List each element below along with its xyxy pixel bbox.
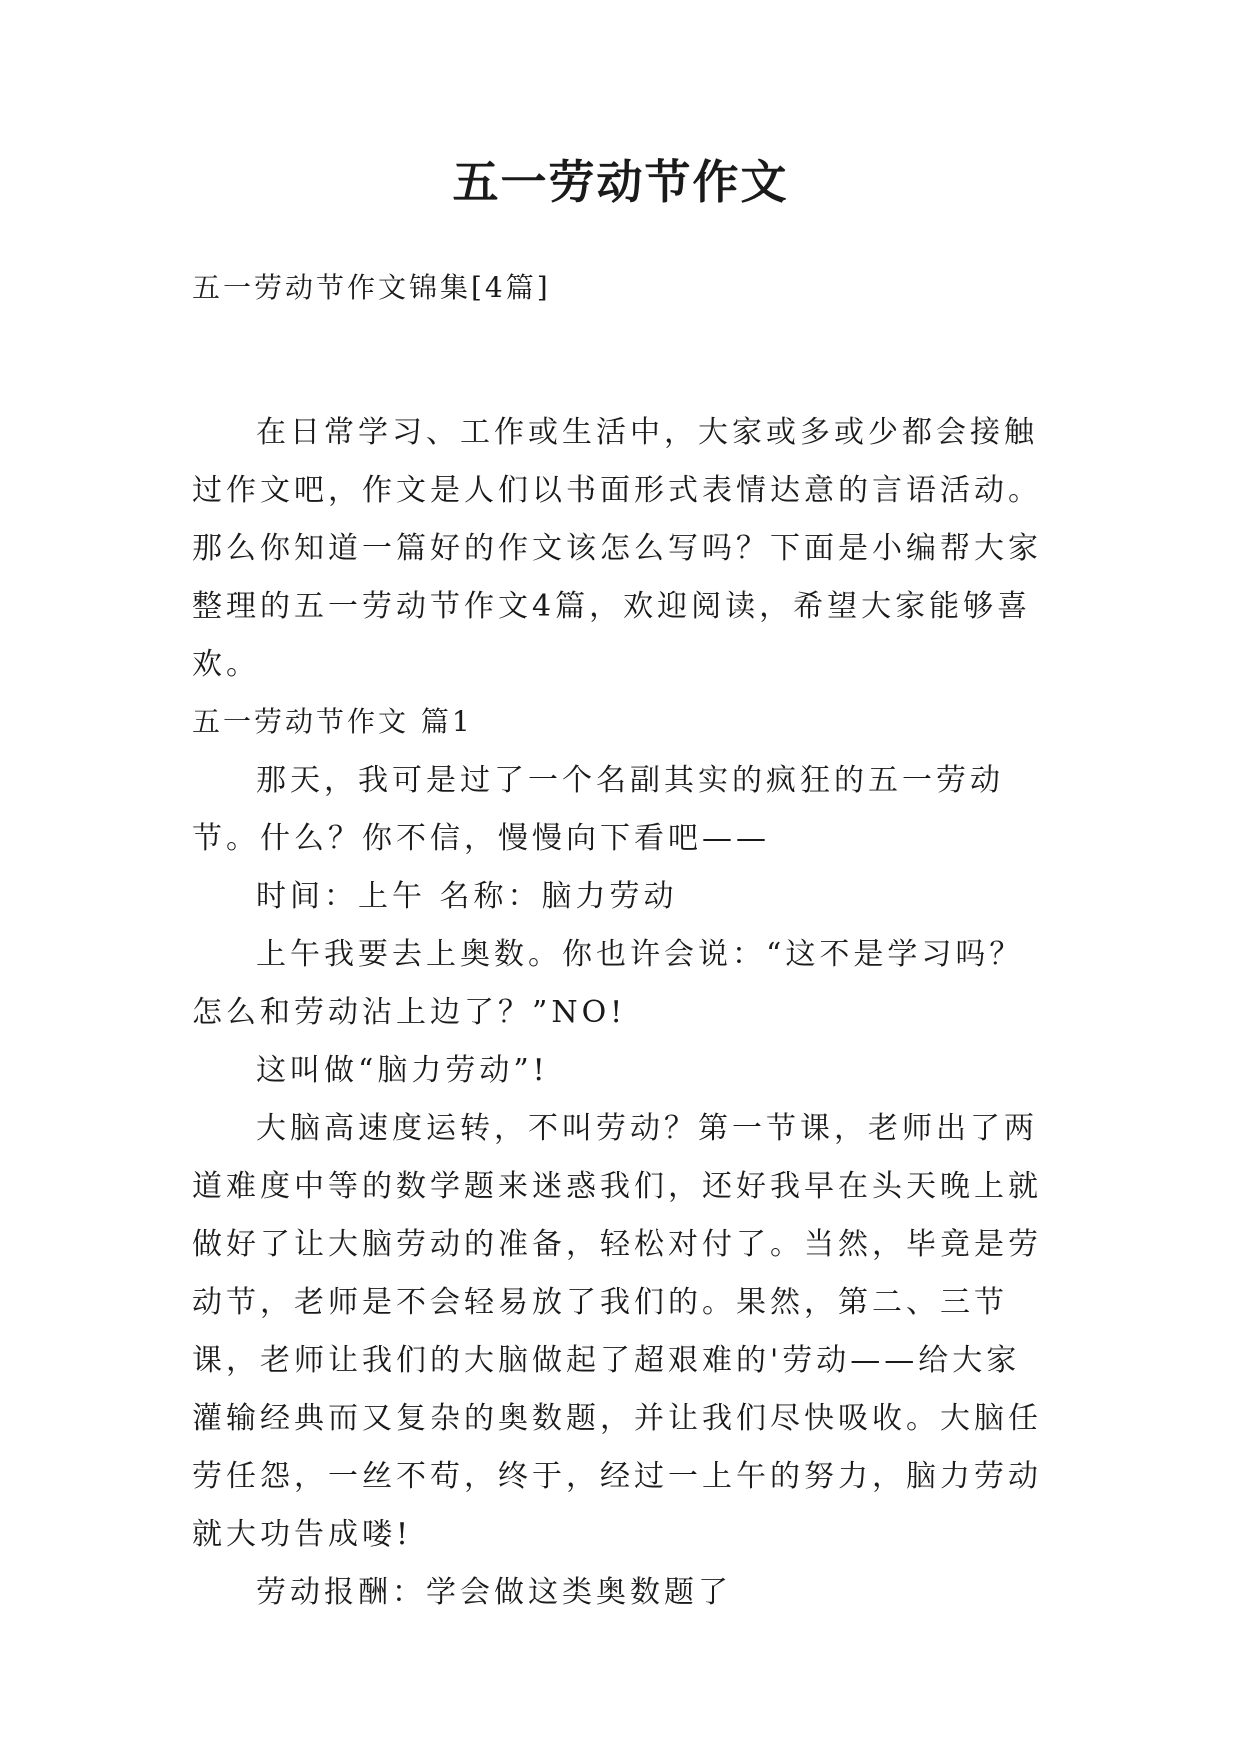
essay-body [192, 752, 1052, 1622]
intro-block [192, 404, 1052, 694]
essay-paragraph: 上午我要去上奥数。你也许会说：“这不是学习吗？怎么和劳动沾上边了？”NO! [192, 937, 1024, 1030]
essay-paragraph: 大脑高速度运转，不叫劳动？第一节课，老师出了两道难度中等的数学题来迷惑我们，还好我早在头天晚上就做好了让大脑劳动的准备，轻松对付了。当然，毕竟是劳动节，老师是不会轻易放了我们的。果然，第二、三节课，老师让我们的大脑做起了超艰难的'劳动——给大家灌输经典而又复杂的奥数题，并让我们尽快吸收。大脑任劳任怨，一丝不苟，终于，经过一上午的努力，脑力劳动就大功告成喽! [192, 1111, 1042, 1552]
intro-paragraph: 在日常学习、工作或生活中，大家或多或少都会接触过作文吧，作文是人们以书面形式表情达意的言语活动。那么你知道一篇好的作文该怎么写吗？下面是小编帮大家整理的五一劳动节作文4篇，欢迎阅读，希望大家能够喜欢。 [192, 415, 1042, 682]
section-heading: 五一劳动节作文 篇1 [192, 705, 473, 738]
essay-paragraph: 那天，我可是过了一个名副其实的疯狂的五一劳动节。什么？你不信，慢慢向下看吧—— [192, 763, 1004, 856]
essay-paragraph: 劳动报酬：学会做这类奥数题了 [256, 1575, 732, 1610]
page-title: 五一劳动节作文 [452, 155, 789, 209]
essay-paragraph: 这叫做“脑力劳动”! [256, 1053, 549, 1088]
essay-paragraph: 时间：上午 名称：脑力劳动 [256, 879, 678, 914]
document-subtitle: 五一劳动节作文锦集[4篇] [192, 271, 551, 304]
